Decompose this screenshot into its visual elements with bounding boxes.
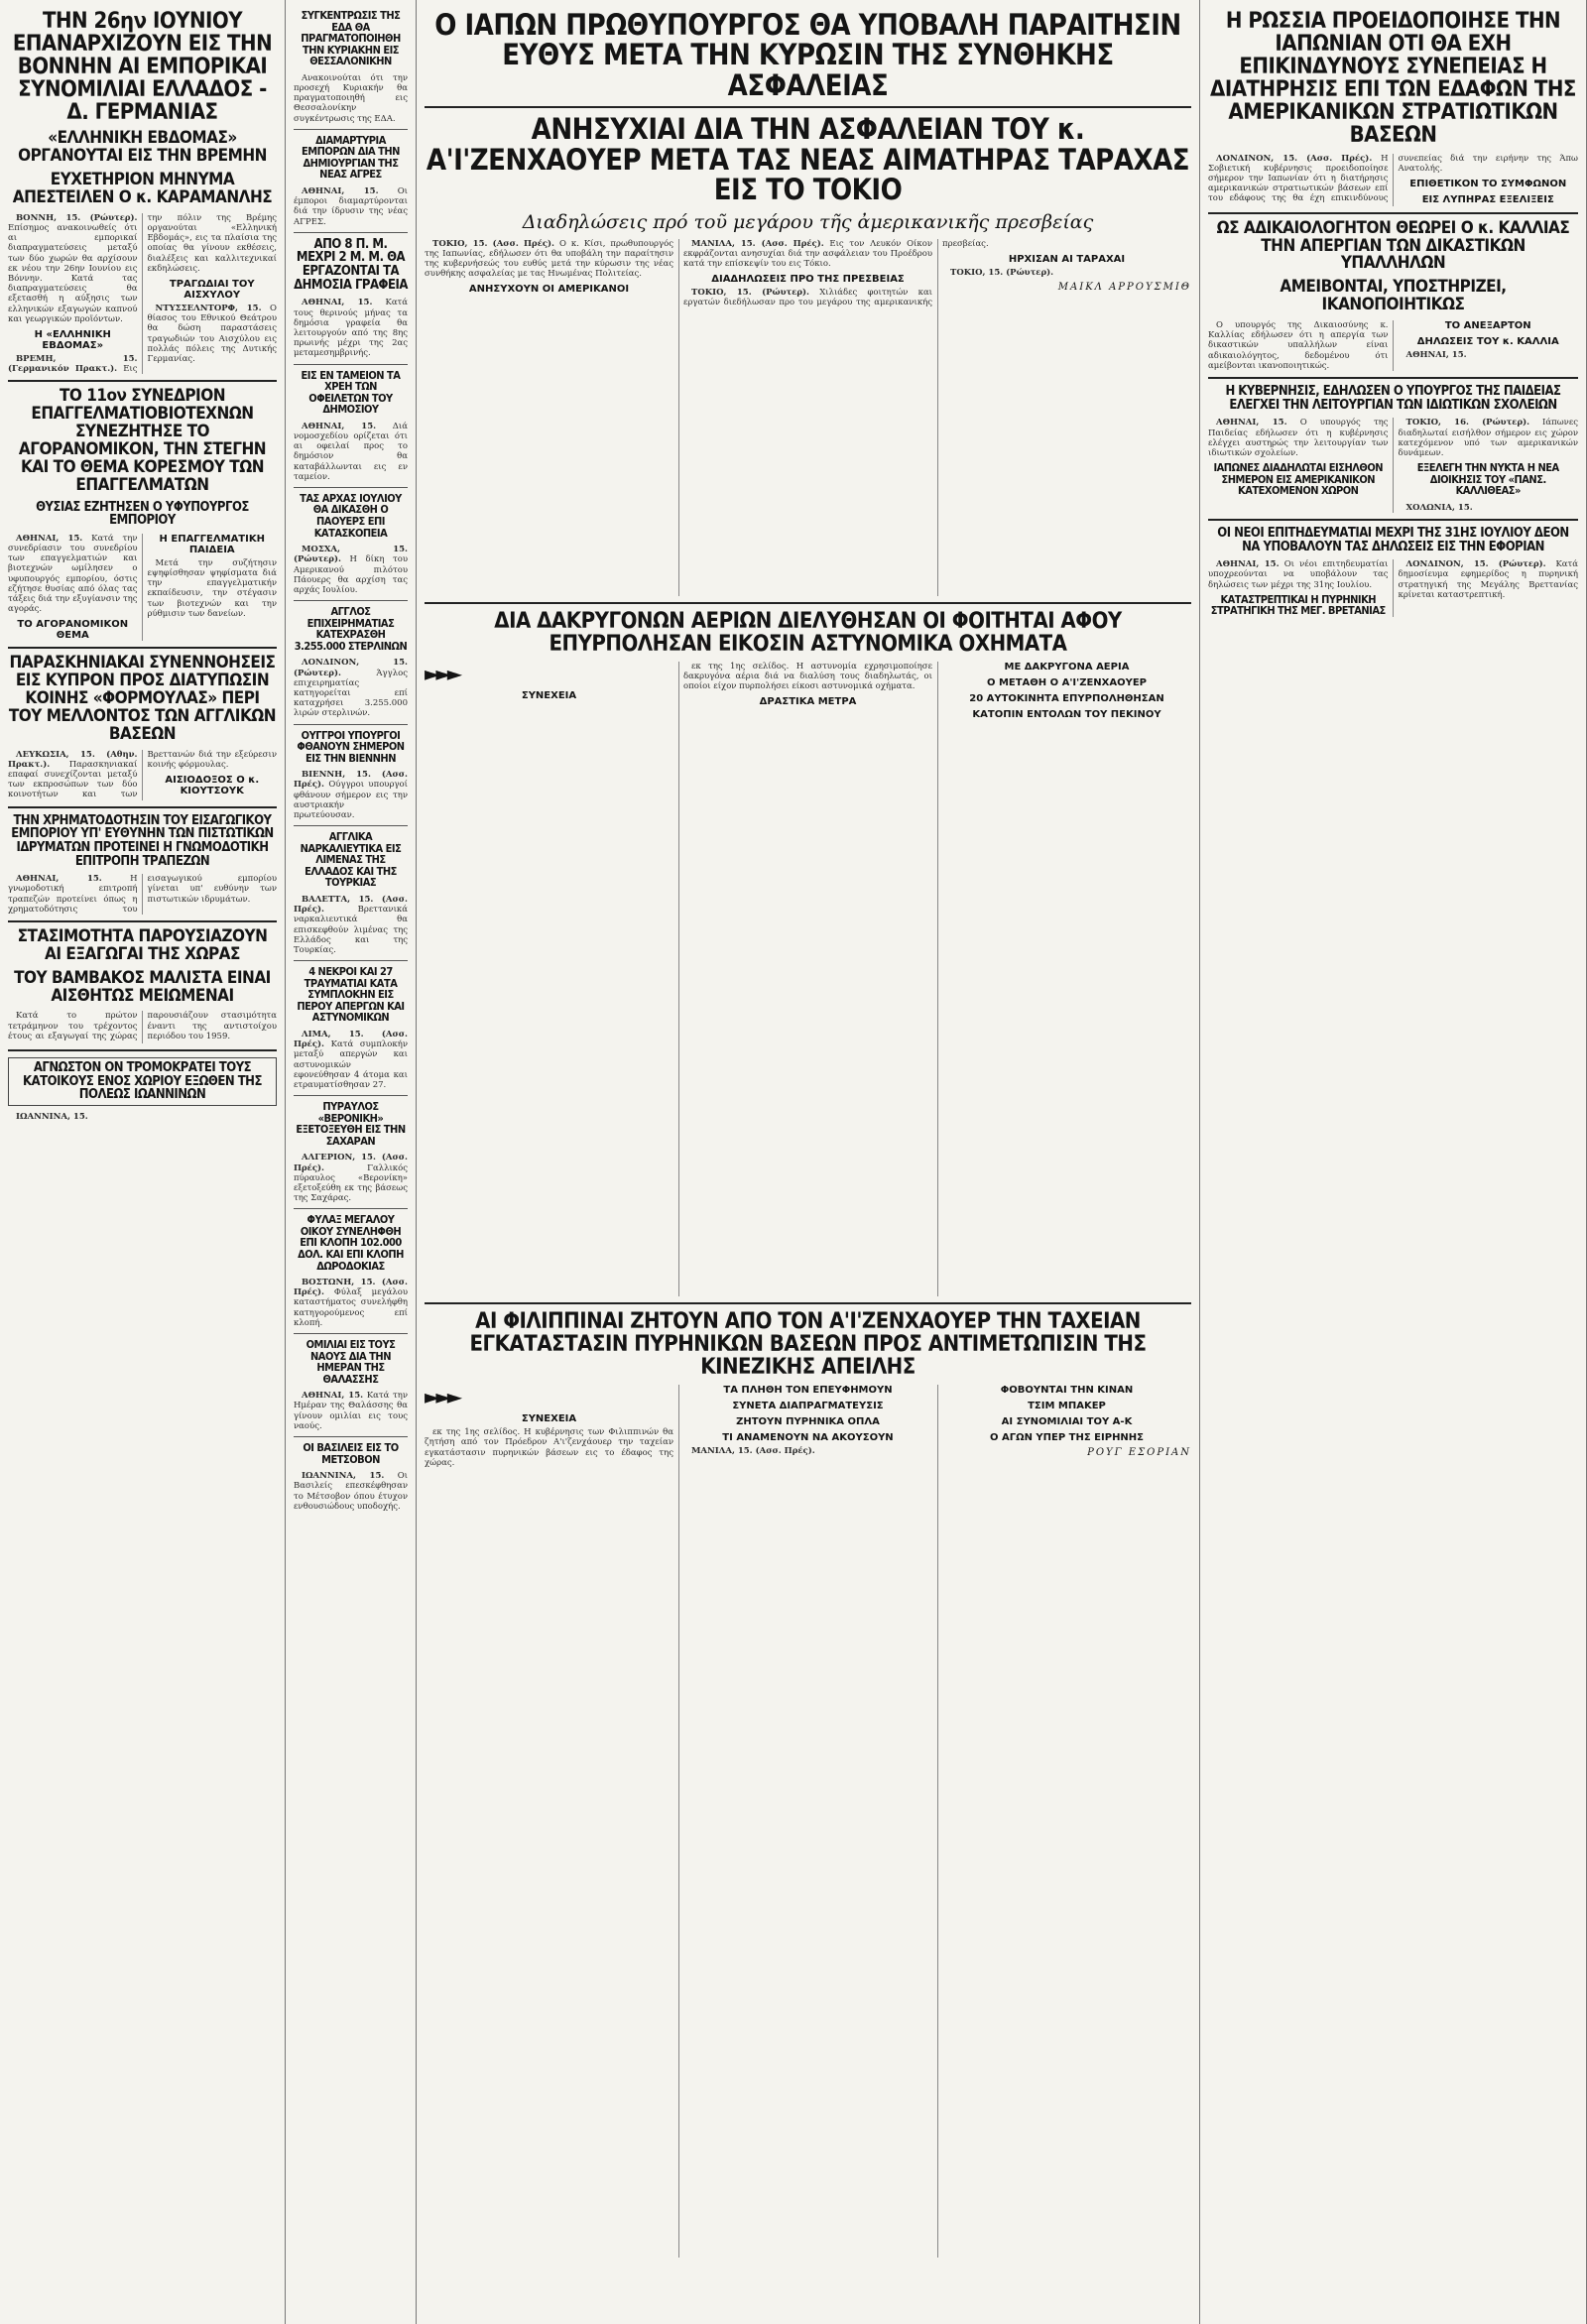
dateline: ΒΟΣΤΩΝΗ, 15. (Ασσ. Πρές). xyxy=(294,1278,408,1298)
dateline: ΤΟΚΙΟ, 15. (Ασσ. Πρές). xyxy=(432,238,555,249)
dateline: ΧΟΛΩΝΙΑ, 15. xyxy=(1405,502,1473,513)
dateline: ΑΛΓΕΡΙΟΝ, 15. (Ασσ. Πρές). xyxy=(294,1153,408,1173)
dateline: ΒΙΕΝΝΗ, 15. (Ασσ. Πρές). xyxy=(294,770,408,791)
headline-tax-declarations: ΟΙ ΝΕΟΙ ΕΠΙΤΗΔΕΥΜΑΤΙΑΙ ΜΕΧΡΙ ΤΗΣ 31ΗΣ ΙΟΥΛΙΟΥ ΔΕΟΝ ΝΑ ΥΠΟΒΑΛΟΥΝ ΤΑΣ ΔΗΛΩΣΕΙΣ ΕΙΣ ΤΗΝ ΕΦΟΡΙΑΝ xyxy=(1217,525,1569,554)
dateline: ΤΟΚΙΟ, 16. (Ρώυτερ). xyxy=(1405,418,1530,428)
dateline: ΑΘΗΝΑΙ, 15. xyxy=(16,533,83,544)
headline-cotton-exports: ΤΟΥ ΒΑΜΒΑΚΟΣ ΜΑΛΙΣΤΑ ΕΙΝΑΙ ΑΙΣΘΗΤΩΣ ΜΕΙΩΜΕΝΑΙ xyxy=(14,967,271,1006)
article-text: Επίσημος ανακοινωθείς ότι αι εμπορικαί διαπραγματεύσεις μεταξύ των δύο χωρών θα αρχίσουν εκ νέου την 26ην Ιουνίου εις Βόννην. Κατά τας διαπραγματεύσεις θα εξετασθή η αύξησις των ελληνικών εξαγωγών καπνού και γεωργικών προϊόντων. xyxy=(8,223,138,324)
subheading: Η «ΕΛΛΗΝΙΚΗ ΕΒΔΟΜΑΣ» xyxy=(34,329,111,352)
headline-greek-week-bremen: «ΕΛΛΗΝΙΚΗ ΕΒΔΟΜΑΣ» ΟΡΓΑΝΟΥΤΑΙ ΕΙΣ ΤΗΝ ΒΡΕΜΗΝ xyxy=(18,128,267,167)
headline-craftsmen-congress: ΤΟ 11ον ΣΥΝΕΔΡΙΟΝ ΕΠΑΓΓΕΛΜΑΤΙΟΒΙΟΤΕΧΝΩΝ ΣΥΝΕΖΗΤΗΣΕ ΤΟ ΑΓΟΡΑΝΟΜΙΚΟΝ, ΤΗΝ ΣΤΕΓΗΝ ΚΑΙ ΤΟ ΘΕΜΑ ΚΟΡΕΣΜΟΥ ΤΩΝ ΕΠΑΓΓΕΛΜΑΤΩΝ xyxy=(18,386,267,495)
headline-import-financing: ΤΗΝ ΧΡΗΜΑΤΟΔΟΤΗΣΙΝ ΤΟΥ ΕΙΣΑΓΩΓΙΚΟΥ ΕΜΠΟΡΙΟΥ ΥΠ' ΕΥΘΥΝΗΝ ΤΩΝ ΠΙΣΤΩΤΙΚΩΝ ΙΔΡΥΜΑΤΩΝ ΠΡΟΤΕΙΝΕΙ Η ΓΝΩΜΟΔΟΤΙΚΗ ΕΠΙΤΡΟΠΗ ΤΡΑΠΕΖΩΝ xyxy=(11,812,274,869)
headline-philippines-bases: ΑΙ ΦΙΛΙΠΠΙΝΑΙ ΖΗΤΟΥΝ ΑΠΟ ΤΟΝ Α'Ι'ΖΕΝΧΑΟΥΕΡ ΤΗΝ ΤΑΧΕΙΑΝ ΕΓΚΑΤΑΣΤΑΣΙΝ ΠΥΡΗΝΙΚΩΝ ΒΑΣΕΩΝ ΠΡΟΣ ΑΝΤΙΜΕΤΩΠΙΣΙΝ ΤΗΣ ΚΙΝΕΖΙΚΗΣ ΑΠΕΙΛΗΣ xyxy=(469,1308,1147,1380)
subtitle-embassy-demonstrations: Διαδηλώσεις πρό τοῦ μεγάρου τῆς ἀμερικανικῆς πρεσβείας xyxy=(522,210,1094,233)
article-text: Κατά τους θερινούς μήνας τα δημόσια γραφεία θα λειτουργούν από της 8ης πρωινής μέχρι της 2ας μεταμεσημβρινής. xyxy=(294,298,409,359)
headline-russia-warns-japan: Η ΡΩΣΣΙΑ ΠΡΟΕΙΔΟΠΟΙΗΣΕ ΤΗΝ ΙΑΠΩΝΙΑΝ ΟΤΙ ΘΑ ΕΧΗ ΕΠΙΚΙΝΔΥΝΟΥΣ ΣΥΝΕΠΕΙΑΣ Η ΔΙΑΤΗΡΗΣΙΣ ΕΠΙ ΤΩΝ ΕΔΑΦΩΝ ΤΗΣ ΑΜΕΡΙΚΑΝΙΚΩΝ ΣΤΡΑΤΙΩΤΙΚΩΝ ΒΑΣΕΩΝ xyxy=(1210,9,1576,149)
article-import-body xyxy=(8,874,277,915)
subheading: ΔΗΛΩΣΕΙΣ ΤΟΥ κ. ΚΑΛΛΙΑ xyxy=(1416,336,1559,347)
article-schools-body xyxy=(1208,418,1578,513)
dateline: ΑΘΗΝΑΙ, 15. xyxy=(302,1391,364,1402)
byline: ΜΑΙΚΛ ΑΡΡΟΥΣΜΙΘ xyxy=(1057,282,1191,294)
headline-japanese-demonstrators: ΙΑΠΩΝΕΣ ΔΙΑΔΗΛΩΤΑΙ ΕΙΣΗΛΘΟΝ ΣΗΜΕΡΟΝ ΕΙΣ ΑΜΕΡΙΚΑΝΙΚΟΝ ΚΑΤΕΧΟΜΕΝΟΝ ΧΩΡΟΝ xyxy=(1213,461,1384,498)
headline-embezzlement: ΑΓΓΛΟΣ ΕΠΙΧΕΙΡΗΜΑΤΙΑΣ ΚΑΤΕΧΡΑΣΘΗ 3.255.000 ΣΤΕΡΛΙΝΩΝ xyxy=(294,605,408,653)
headline-hungarian-ministers: ΟΥΓΓΡΟΙ ΥΠΟΥΡΓΟΙ ΦΘΑΝΟΥΝ ΣΗΜΕΡΟΝ ΕΙΣ ΤΗΝ ΒΙΕΝΝΗΝ xyxy=(297,728,405,765)
article-tokyo-body xyxy=(425,239,1191,596)
column-second xyxy=(286,0,417,2324)
article-text: Ανακοινούται ότι την προσεχή Κυριακήν θα πραγματοποιηθή εις Θεσσαλονίκην συγκέντρωσις της ΕΔΑ. xyxy=(294,72,408,124)
article-text: Ο υπουργός της Παιδείας εδήλωσεν ότι η κυβέρνησις ελέγχει αυστηρώς την λειτουργίαν των ιδιωτικών σχολείων. xyxy=(1208,418,1389,458)
article-text: Ο υπουργός της Δικαιοσύνης κ. Καλλίας εδήλωσεν ότι η απεργία των δικαστικών υπαλλήλων είναι αδικαιολόγητος, δεδομένου ότι αμείβονται ικανοποιητικώς. xyxy=(1208,320,1389,371)
subheading: ΗΡΧΙΣΑΝ ΑΙ ΤΑΡΑΧΑΙ xyxy=(1008,253,1126,265)
headline-office-hours: ΑΠΟ 8 Π. Μ. ΜΕΧΡΙ 2 Μ. Μ. ΘΑ ΕΡΓΑΖΟΝΤΑΙ ΤΑ ΔΗΜΟΣΙΑ ΓΡΑΦΕΙΑ xyxy=(294,236,408,293)
headline-tear-gas-students: ΔΙΑ ΔΑΚΡΥΓΟΝΩΝ ΑΕΡΙΩΝ ΔΙΕΛΥΘΗΣΑΝ ΟΙ ΦΟΙΤΗΤΑΙ ΑΦΟΥ ΕΠΥΡΠΟΛΗΣΑΝ ΕΙΚΟΣΙΝ ΑΣΤΥΝΟΜΙΚΑ ΟΧΗΜΑΤΑ xyxy=(494,608,1122,657)
article-text: Κατά την Ημέραν της Θαλάσσης θα γίνουν ομιλίαι εις τους ναούς. xyxy=(294,1391,409,1431)
divider xyxy=(1208,377,1578,379)
column-right xyxy=(1200,0,1587,2324)
article-text: Άγγλος επιχειρηματίας κατηγορείται επί καταχρήσει 3.255.000 λιρών στερλινών. xyxy=(294,668,408,719)
article-text: εκ της 1ης σελίδος. Η κυβέρνησις των Φιλιππινών θα ζητήση από τον Πρόεδρον Α'ι'ζενχάουερ την ταχείαν εγκατάστασιν πυρηνικών βάσεων εις το έδαφος της χώρας. xyxy=(425,1427,673,1468)
subheading: ΔΡΑΣΤΙΚΑ ΜΕΤΡΑ xyxy=(759,696,857,708)
article-text: Εις τον Λευκόν Οίκον εκφράζονται ανησυχίαι διά την ασφάλειαν του Προέδρου κατά την επίσκεψίν του εις Τόκιο. xyxy=(683,238,932,270)
article-bonn-body xyxy=(8,213,277,375)
dateline: ΑΘΗΝΑΙ, 15. xyxy=(1405,350,1467,360)
article-tear-gas-body xyxy=(425,662,1191,1296)
divider xyxy=(8,1049,277,1051)
divider xyxy=(294,825,408,826)
dateline: ΛΟΝΔΙΝΟΝ, 15. (Ασσ. Πρές). xyxy=(1216,153,1373,164)
headline-eisenhower-safety: ΑΝΗΣΥΧΙΑΙ ΔΙΑ ΤΗΝ ΑΣΦΑΛΕΙΑΝ ΤΟΥ κ. Α'Ι'ΖΕΝΧΑΟΥΕΡ ΜΕΤΑ ΤΑΣ ΝΕΑΣ ΑΙΜΑΤΗΡΑΣ ΤΑΡΑΧΑΣ ΕΙΣ ΤΟ ΤΟΚΙΟ xyxy=(426,112,1190,207)
subheading: Ο ΜΕΤΑΘΗ Ο Α'Ι'ΖΕΝΧΑΟΥΕΡ xyxy=(986,676,1148,688)
headline-eda-rally: ΣΥΓΚΕΝΤΡΩΣΙΣ ΤΗΣ ΕΔΑ ΘΑ ΠΡΑΓΜΑΤΟΠΟΙΗΘΗ ΤΗΝ ΚΥΡΙΑΚΗΝ ΕΙΣ ΘΕΣΣΑΛΟΝΙΚΗΝ xyxy=(301,9,401,68)
divider xyxy=(425,602,1191,604)
subheading: ΑΙ ΣΥΝΟΜΙΛΙΑΙ ΤΟΥ Α-Κ xyxy=(1001,1416,1133,1428)
subheading: Ο ΑΓΩΝ ΥΠΕΡ ΤΗΣ ΕΙΡΗΝΗΣ xyxy=(989,1432,1145,1444)
continued-arrows-icon: ►►► xyxy=(425,1385,459,1409)
continued-label: ΣΥΝΕΧΕΙΑ xyxy=(521,689,577,701)
headline-sacrifices: ΘΥΣΙΑΣ ΕΖΗΤΗΣΕΝ Ο ΥΦΥΠΟΥΡΓΟΣ ΕΜΠΟΡΙΟΥ xyxy=(36,499,249,529)
headline-paid-adequately: ΑΜΕΙΒΟΝΤΑΙ, ΥΠΟΣΤΗΡΙΖΕΙ, ΙΚΑΝΟΠΟΙΗΤΙΚΩΣ xyxy=(1280,277,1507,315)
dateline: ΤΟΚΙΟ, 15. (Ρώυτερ). xyxy=(950,267,1054,278)
article-text: Χιλιάδες φοιτητών και εργατών διεδήλωσαν προ του μεγάρου της αμερικανικής πρεσβείας. xyxy=(683,238,989,308)
headline-sea-day: ΟΜΙΛΙΑΙ ΕΙΣ ΤΟΥΣ ΝΑΟΥΣ ΔΙΑ ΤΗΝ ΗΜΕΡΑΝ ΤΗΣ ΘΑΛΑΣΣΗΣ xyxy=(305,1338,396,1386)
dateline: ΑΘΗΝΑΙ, 15. xyxy=(302,298,373,308)
divider xyxy=(294,232,408,233)
headline-merchants-protest: ΔΙΑΜΑΡΤΥΡΙΑ ΕΜΠΟΡΩΝ ΔΙΑ ΤΗΝ ΔΗΜΙΟΥΡΓΙΑΝ ΤΗΣ ΝΕΑΣ ΑΓΡΕΣ xyxy=(302,133,400,182)
headline-karamanlis-message: ΕΥΧΕΤΗΡΙΟΝ ΜΗΝΥΜΑ ΑΠΕΣΤΕΙΛΕΝ Ο κ. ΚΑΡΑΜΑΝΛΗΣ xyxy=(12,170,273,207)
dateline: ΒΡΕΜΗ, 15. (Γερμανικόν Πρακτ.). xyxy=(8,354,138,375)
divider xyxy=(294,1436,408,1437)
column-left xyxy=(0,0,286,2324)
article-text: Μετά την συζήτησιν εψηφίσθησαν ψηφίσματα διά την επαγγελματικήν εκπαίδευσιν, την στέγασιν των βιοτεχνών και την ρύθμισιν των δανείων. xyxy=(147,557,277,619)
divider xyxy=(294,129,408,130)
headline-private-schools: Η ΚΥΒΕΡΝΗΣΙΣ, ΕΔΗΛΩΣΕΝ Ο ΥΠΟΥΡΓΟΣ ΤΗΣ ΠΑΙΔΕΙΑΣ ΕΛΕΓΧΕΙ ΤΗΝ ΛΕΙΤΟΥΡΓΙΑΝ ΤΩΝ ΙΔΙΩΤΙΚΩΝ ΣΧΟΛΕΙΩΝ xyxy=(1225,384,1561,413)
dateline: ΑΘΗΝΑΙ, 15. xyxy=(1216,559,1280,570)
dateline: ΙΩΑΝΝΙΝΑ, 15. xyxy=(302,1471,385,1482)
subheading: ΖΗΤΟΥΝ ΠΥΡΗΝΙΚΑ ΟΠΛΑ xyxy=(736,1416,880,1428)
divider xyxy=(294,1333,408,1334)
divider xyxy=(294,724,408,725)
headline-bonn-trade-talks: ΤΗΝ 26ην ΙΟΥΝΙΟΥ ΕΠΑΝΑΡΧΙΖΟΥΝ ΕΙΣ ΤΗΝ ΒΟΝΝΗΝ ΑΙ ΕΜΠΟΡΙΚΑΙ ΣΥΝΟΜΙΛΙΑΙ ΕΛΛΑΔΟΣ - Δ. ΓΕΡΜΑΝΙΑΣ xyxy=(12,9,273,126)
divider xyxy=(425,106,1191,108)
subheading: ΔΙΑΔΗΛΩΣΕΙΣ ΠΡΟ ΤΗΣ ΠΡΕΣΒΕΙΑΣ xyxy=(711,274,905,286)
dateline: ΒΑΛΕΤΤΑ, 15. (Ασσ. Πρές). xyxy=(294,894,408,916)
divider xyxy=(8,920,277,922)
byline: ΡΟΥΓ ΕΣΟΡΙΑΝ xyxy=(1087,1447,1191,1459)
dateline: ΑΘΗΝΑΙ, 15. xyxy=(16,874,102,885)
headline-royals-metsovo: ΟΙ ΒΑΣΙΛΕΙΣ ΕΙΣ ΤΟ ΜΕΤΣΟΒΟΝ xyxy=(303,1441,399,1466)
article-text: Κατά την συνεδρίασιν του συνεδρίου των επαγγελματιών και βιοτεχνών ωμίλησεν ο υφυπουργός εμπορίου, όστις εζήτησε θυσίας από όλας τας τάξεις διά την εξυγίανσιν της αγοράς. xyxy=(8,533,138,615)
divider xyxy=(8,380,277,382)
headline-guard-arrested: ΦΥΛΑΞ ΜΕΓΑΛΟΥ ΟΙΚΟΥ ΣΥΝΕΛΗΦΘΗ ΕΠΙ ΚΛΟΠΗ 102.000 ΔΟΛ. ΚΑΙ ΕΠΙ ΚΛΟΠΗ ΔΩΡΟΔΟΚΙΑΣ xyxy=(298,1213,404,1273)
subheading: ΤΣΙΜ ΜΠΑΚΕΡ xyxy=(1028,1401,1106,1412)
divider xyxy=(1208,212,1578,214)
dateline: ΛΟΝΔΙΝΟΝ, 15. (Ρώυτερ). xyxy=(1405,559,1546,570)
article-kallias-body xyxy=(1208,320,1578,371)
article-text: Κατά δημοσίευμα εφημερίδος η πυρηνική στρατηγική της Μεγάλης Βρεττανίας κρίνεται καταστρεπτική. xyxy=(1398,559,1578,600)
article-text: Διά νομοσχεδίου ορίζεται ότι αι οφειλαί προς το δημόσιον θα καταβάλλωνται εις εν ταμείον. xyxy=(294,421,408,482)
divider xyxy=(294,1095,408,1096)
article-text: Οι νέοι επιτηδευματίαι υποχρεούνται να υποβάλουν τας δηλώσεις των μέχρι της 31ης Ιουλίου. xyxy=(1208,559,1389,590)
subheading: ΤΑ ΠΛΗΘΗ ΤΟΝ ΕΠΕΥΦΗΜΟΥΝ xyxy=(723,1385,893,1397)
article-text: Ούγγροι υπουργοί φθάνουν σήμερον εις την αυστριακήν πρωτεύουσαν. xyxy=(294,780,409,820)
subheading: ΑΙΣΙΟΔΟΞΟΣ Ο κ. ΚΙΟΥΤΣΟΥΚ xyxy=(165,775,260,797)
headline-single-treasury: ΕΙΣ ΕΝ ΤΑΜΕΙΟΝ ΤΑ ΧΡΕΗ ΤΩΝ ΟΦΕΙΛΕΤΩΝ ΤΟΥ ΔΗΜΟΣΙΟΥ xyxy=(301,368,401,417)
article-text: Κατά συμπλοκήν μεταξύ απεργών και αστυνομικών εφονεύθησαν 4 άτομα και ετραυματίσθησαν 27. xyxy=(294,1040,408,1090)
article-text: Εις την πόλιν της Βρέμης οργανούται «Ελληνική Εβδομάς», εις τα πλαίσια της οποίας θα γίνουν εκθέσεις, διαλέξεις και καλλιτεχνικαί εκδηλώσεις. xyxy=(123,212,277,375)
subheading: ΤΟ ΑΓΟΡΑΝΟΜΙΚΟΝ ΘΕΜΑ xyxy=(17,619,129,642)
divider xyxy=(294,960,408,961)
dateline: ΛΟΝΔΙΝΟΝ, 15. (Ρώυτερ). xyxy=(294,658,408,678)
subheading: ΦΟΒΟΥΝΤΑΙ ΤΗΝ ΚΙΝΑΝ xyxy=(1000,1385,1134,1397)
divider xyxy=(8,806,277,808)
subheading: 20 ΑΥΤΟΚΙΝΗΤΑ ΕΠΥΡΠΟΛΗΘΗΣΑΝ xyxy=(969,692,1164,704)
dateline: ΑΘΗΝΑΙ, 15. xyxy=(1216,418,1287,428)
subheading: ΤΙ ΑΝΑΜΕΝΟΥΝ ΝΑ ΑΚΟΥΣΟΥΝ xyxy=(722,1432,894,1444)
dateline: ΑΘΗΝΑΙ, 15. xyxy=(302,421,377,431)
article-tax-body xyxy=(1208,559,1578,617)
article-text: Ο κ. Κίσι, πρωθυπουργός της Ιαπωνίας, εδήλωσεν ότι θα υποβάλη την παραίτησιν της κυβερνήσεώς του ευθύς μετά την κύρωσιν της νέας συνθήκης ασφαλείας με τας Ηνωμένας Πολιτείας. xyxy=(425,238,673,280)
subheading: ΕΙΣ ΛΥΠΗΡΑΣ ΕΞΕΛΙΞΕΙΣ xyxy=(1421,193,1554,205)
article-text: Γαλλικός πύραυλος «Βερονίκη» εξετοξεύθη εκ της βάσεως της Σαχάρας. xyxy=(294,1162,408,1204)
article-russia-body xyxy=(1208,154,1578,206)
subheading: Η ΕΠΑΓΓΕΛΜΑΤΙΚΗ ΠΑΙΔΕΙΑ xyxy=(159,533,265,555)
divider xyxy=(8,647,277,649)
subheading: ΜΕ ΔΑΚΡΥΓΟΝΑ ΑΕΡΙΑ xyxy=(1004,661,1130,673)
dateline: ΜΟΣΧΑ, 15. (Ρώυτερ). xyxy=(294,545,408,565)
subheading: ΑΝΗΣΥΧΟΥΝ ΟΙ ΑΜΕΡΙΚΑΝΟΙ xyxy=(468,284,630,296)
headline-kallias-strike: ΩΣ ΑΔΙΚΑΙΟΛΟΓΗΤΟΝ ΘΕΩΡΕΙ Ο κ. ΚΑΛΛΙΑΣ ΤΗΝ ΑΠΕΡΓΙΑΝ ΤΩΝ ΔΙΚΑΣΤΙΚΩΝ ΥΠΑΛΛΗΛΩΝ xyxy=(1216,217,1570,274)
dateline: ΜΑΝΙΛΑ, 15. (Ασσ. Πρές). xyxy=(691,238,824,249)
divider xyxy=(294,487,408,488)
headline-peru-clash: 4 ΝΕΚΡΟΙ ΚΑΙ 27 ΤΡΑΥΜΑΤΙΑΙ ΚΑΤΑ ΣΥΜΠΛΟΚΗΝ ΕΙΣ ΠΕΡΟΥ ΑΠΕΡΓΩΝ ΚΑΙ ΑΣΤΥΝΟΜΙΚΩΝ xyxy=(297,965,405,1025)
headline-japan-pm-resign: Ο ΙΑΠΩΝ ΠΡΩΘΥΠΟΥΡΓΟΣ ΘΑ ΥΠΟΒΑΛΗ ΠΑΡΑΙΤΗΣΙΝ ΕΥΘΥΣ ΜΕΤΑ ΤΗΝ ΚΥΡΩΣΙΝ ΤΗΣ ΣΥΝΘΗΚΗΣ ΑΣΦΑΛΕΙΑΣ xyxy=(434,8,1181,102)
article-philippines-body xyxy=(425,1385,1191,2258)
dateline: ΤΟΚΙΟ, 15. (Ρώυτερ). xyxy=(691,288,810,299)
divider xyxy=(294,1208,408,1209)
divider xyxy=(1208,519,1578,521)
article-text: Οι έμποροι διαμαρτύρονται διά την ίδρυσιν της νέας ΑΓΡΕΣ. xyxy=(294,185,408,227)
article-text: Οι Βασιλείς επεσκέφθησαν το Μέτσοβον όπου έτυχον ενθουσιώδους υποδοχής. xyxy=(294,1471,408,1512)
article-text: Παρασκηνιακαί επαφαί συνεχίζονται μεταξύ των εκπροσώπων των δύο κοινοτήτων και των Βρεττανών διά την εξεύρεσιν κοινής φόρμουλας. xyxy=(8,749,277,800)
dateline: ΙΩΑΝΝΙΝΑ, 15. xyxy=(16,1111,88,1122)
article-text: Βρεττανικά ναρκαλιευτικά θα επισκεφθούν λιμένας της Ελλάδος και της Τουρκίας. xyxy=(294,905,408,955)
article-congress-body xyxy=(8,534,277,642)
headline-exports-stagnation: ΣΤΑΣΙΜΟΤΗΤΑ ΠΑΡΟΥΣΙΑΖΟΥΝ ΑΙ ΕΞΑΓΩΓΑΙ ΤΗΣ ΧΩΡΑΣ xyxy=(17,926,268,964)
dateline: ΝΤΥΣΣΕΛΝΤΟΡΦ, 15. xyxy=(155,304,262,314)
article-cyprus-body xyxy=(8,750,277,800)
headline-veronique-rocket: ΠΥΡΑΥΛΟΣ «ΒΕΡΟΝΙΚΗ» ΕΞΕΤΟΞΕΥΘΗ ΕΙΣ ΤΗΝ ΣΑΧΑΡΑΝ xyxy=(296,1100,406,1148)
headline-minesweepers: ΑΓΓΛΙΚΑ ΝΑΡΚΑΛΙΕΥΤΙΚΑ ΕΙΣ ΛΙΜΕΝΑΣ ΤΗΣ ΕΛΛΑΔΟΣ ΚΑΙ ΤΗΣ ΤΟΥΡΚΙΑΣ xyxy=(300,830,402,890)
continued-arrows-icon: ►►► xyxy=(425,661,459,685)
subheading: ΣΥΝΕΤΑ ΔΙΑΠΡΑΓΜΑΤΕΥΣΙΣ xyxy=(732,1401,884,1412)
headline-nuclear-strategy: ΚΑΤΑΣΤΡΕΠΤΙΚΑΙ Η ΠΥΡΗΝΙΚΗ ΣΤΡΑΤΗΓΙΚΗ ΤΗΣ ΜΕΓ. ΒΡΕΤΑΝΙΑΣ xyxy=(1210,592,1386,618)
subheading: ΚΑΤΟΠΙΝ ΕΝΤΟΛΩΝ ΤΟΥ ΠΕΚΙΝΟΥ xyxy=(972,708,1161,720)
article-text: εκ της 1ης σελίδος. Η αστυνομία εχρησιμοποίησε δακρυγόνα αέρια διά να διαλύση τους διαδηλωτάς, οι οποίοι είχον πυρπολήσει είκοσι αστυνομικά οχήματα. xyxy=(683,661,932,692)
article-text: Ο θίασος του Εθνικού Θεάτρου θα δώση παραστάσεις τραγωδιών του Αισχύλου εις πολλάς πόλεις της Δυτικής Γερμανίας. xyxy=(147,304,277,365)
continued-label: ΣΥΝΕΧΕΙΑ xyxy=(521,1413,577,1425)
divider xyxy=(294,364,408,365)
divider xyxy=(294,600,408,601)
article-text: Ιάπωνες διαδηλωταί εισήλθον σήμερον εις χώρον κατεχόμενον υπό των αμερικανικών δυνάμεων. xyxy=(1398,418,1578,458)
headline-ioannina-village: ΑΓΝΩΣΤΟΝ ΟΝ ΤΡΟΜΟΚΡΑΤΕΙ ΤΟΥΣ ΚΑΤΟΙΚΟΥΣ ΕΝΟΣ ΧΩΡΙΟΥ ΕΞΩΘΕΝ ΤΗΣ ΠΟΛΕΩΣ ΙΩΑΝΝΙΝΩΝ xyxy=(8,1057,277,1106)
dateline: ΛΙΜΑ, 15. (Ασσ. Πρές). xyxy=(294,1029,408,1050)
subheading: ΕΠΙΘΕΤΙΚΟΝ ΤΟ ΣΥΜΦΩΝΟΝ xyxy=(1409,178,1567,189)
article-text: Η δίκη του Αμερικανού πιλότου Πάουερς θα αρχίση τας αρχάς Ιουλίου. xyxy=(294,554,408,595)
headline-powers-trial: ΤΑΣ ΑΡΧΑΣ ΙΟΥΛΙΟΥ ΘΑ ΔΙΚΑΣΘΗ Ο ΠΑΟΥΕΡΣ ΕΠΙ ΚΑΤΑΣΚΟΠΕΙΑ xyxy=(300,491,402,540)
article-text: Κατά το πρώτον τετράμηνον του τρέχοντος έτους αι εξαγωγαί της χώρας παρουσιάζουν στασιμότητα έναντι της αντιστοίχου περιόδου του 1959. xyxy=(8,1011,277,1041)
subheading: ΤΡΑΓΩΔΙΑΙ ΤΟΥ ΑΙΣΧΥΛΟΥ xyxy=(169,279,255,302)
dateline: ΜΑΝΙΛΑ, 15. (Ασσ. Πρές). xyxy=(691,1446,815,1457)
dateline: ΛΕΥΚΩΣΙΑ, 15. (Αθην. Πρακτ.). xyxy=(8,749,138,770)
article-text: Φύλαξ μεγάλου καταστήματος συνελήφθη κατηγορούμενος επί κλοπή. xyxy=(294,1287,408,1328)
column-center xyxy=(417,0,1200,2324)
headline-kallithea-board: ΕΞΕΛΕΓΗ ΤΗΝ ΝΥΚΤΑ Η ΝΕΑ ΔΙΟΙΚΗΣΙΣ ΤΟΥ «ΠΑΝΣ. ΚΑΛΛΙΘΕΑΣ» xyxy=(1416,461,1559,498)
article-text: Η Σοβιετική κυβέρνησις προειδοποίησε σήμερον την Ιαπωνίαν ότι η διατήρησις αμερικανικών στρατιωτικών βάσεων επί του εδάφους της θα έχη επικινδύνους συνεπείας διά την ειρήνην της Άπω Ανατολής. xyxy=(1208,153,1578,204)
article-text: Η γνωμοδοτική επιτροπή τραπεζών προτείνει όπως η χρηματοδότησις του εισαγωγικού εμπορίου γίνεται υπ' ευθύνην των πιστωτικών ιδρυμάτων. xyxy=(8,874,277,915)
dateline: ΒΟΝΝΗ, 15. (Ρώυτερ). xyxy=(16,212,138,223)
dateline: ΑΘΗΝΑΙ, 15. xyxy=(302,185,379,196)
subheading: ΤΟ ΑΝΕΞΑΡΤΟΝ xyxy=(1444,320,1531,331)
article-exports-body xyxy=(8,1011,277,1043)
divider xyxy=(425,1302,1191,1304)
headline-cyprus-bases: ΠΑΡΑΣΚΗΝΙΑΚΑΙ ΣΥΝΕΝΝΟΗΣΕΙΣ ΕΙΣ ΚΥΠΡΟΝ ΠΡΟΣ ΔΙΑΤΥΠΩΣΙΝ ΚΟΙΝΗΣ «ΦΟΡΜΟΥΛΑΣ» ΠΕΡΙ ΤΟΥ ΜΕΛΛΟΝΤΟΣ ΤΩΝ ΑΓΓΛΙΚΩΝ ΒΑΣΕΩΝ xyxy=(8,653,277,744)
